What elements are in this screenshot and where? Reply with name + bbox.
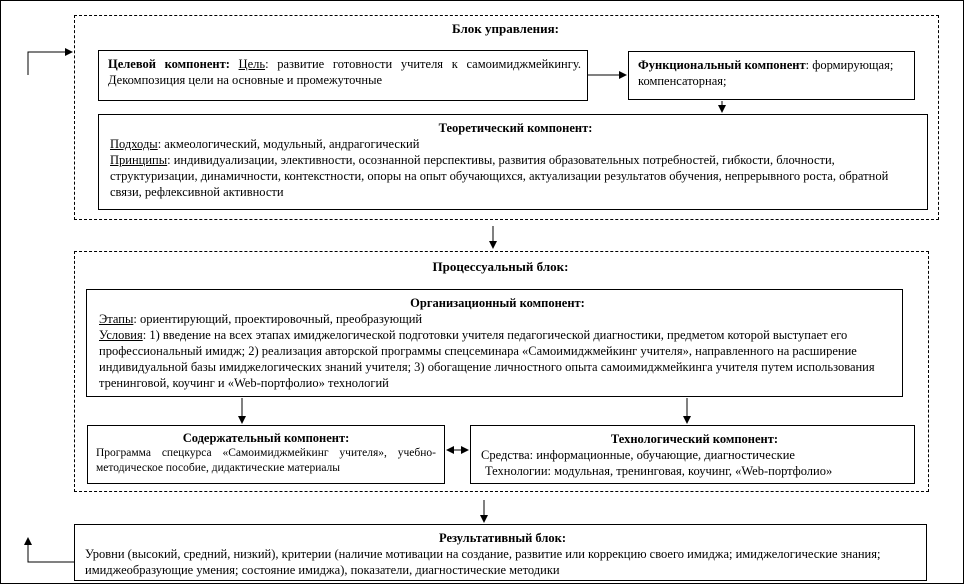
- technological-technologies: Технологии: модульная, тренинговая, коучинг, «Web-портфолио»: [485, 464, 833, 478]
- theoretical-component-title: Теоретический компонент:: [438, 121, 593, 135]
- content-component-text: Программа спецкурса «Самоимиджмейкинг учителя», учебно-методическое пособие, дидактические материалы: [96, 447, 436, 474]
- control-block-title: Блок управления:: [452, 21, 559, 36]
- functional-component-title: Функциональный компонент: [638, 58, 806, 72]
- goal-text: : развитие готовности учителя к самоимиджмейкингу. Декомпозиция цели на основные и промежуточные: [108, 57, 581, 87]
- principles-label: Принципы: [110, 153, 168, 167]
- content-component-title: Содержательный компонент:: [182, 431, 350, 445]
- stages-label: Этапы: [99, 312, 134, 326]
- stages-text: : ориентирующий, проектировочный, преобразующий: [133, 312, 423, 326]
- principles-text: : индивидуализации, элективности, осознанной перспективы, развития образовательных потребностей, гибкости, блочности, структуризации, динамичности, контекстности, опоры на опыт обучающихся, актуализации результатов обучения, непрерывного роста, обратной связи, рефлексивной активности: [110, 153, 889, 199]
- technological-means: Средства: информационные, обучающие, диагностические: [481, 448, 795, 462]
- functional-component-text: : формирующая; компенсаторная;: [638, 58, 894, 88]
- feedback-arrow-in: [28, 52, 72, 75]
- feedback-arrow-out: [28, 538, 74, 562]
- approaches-label: Подходы: [110, 137, 158, 151]
- technological-component-title: Технологический компонент:: [610, 432, 779, 446]
- conditions-text: : 1) введение на всех этапах имиджелогической подготовки учителя педагогической диагностики, предметом которой выступает его профессиональный имидж; 2) реализация авторской программы спецсеминара «Самоимиджмейкинг учителя», направленного на расширение индивидуальной базы имиджелогических знаний учителя; 3) обогащение личностного опыта самоимиджмейкинга учителя путем использования тренинговой, коучинг и «Web-портфолио» технологий: [99, 328, 875, 390]
- result-block-title: Результативный блок:: [438, 531, 567, 545]
- goal-label: Цель: [238, 57, 266, 71]
- conditions-label: Условия: [99, 328, 143, 342]
- approaches-text: : акмеологический, модульный, андрагогический: [157, 137, 420, 151]
- process-block-title: Процессуальный блок:: [432, 259, 569, 274]
- organizational-component-title: Организационный компонент:: [410, 296, 585, 310]
- result-block-text: Уровни (высокий, средний, низкий), критерии (наличие мотивации на создание, развитие или коррекцию своего имиджа; имиджелогические знания; имиджеобразующие умения; состояние имиджа), показатели, диагностические методики: [85, 547, 881, 577]
- target-component-title: Целевой компонент:: [108, 57, 230, 71]
